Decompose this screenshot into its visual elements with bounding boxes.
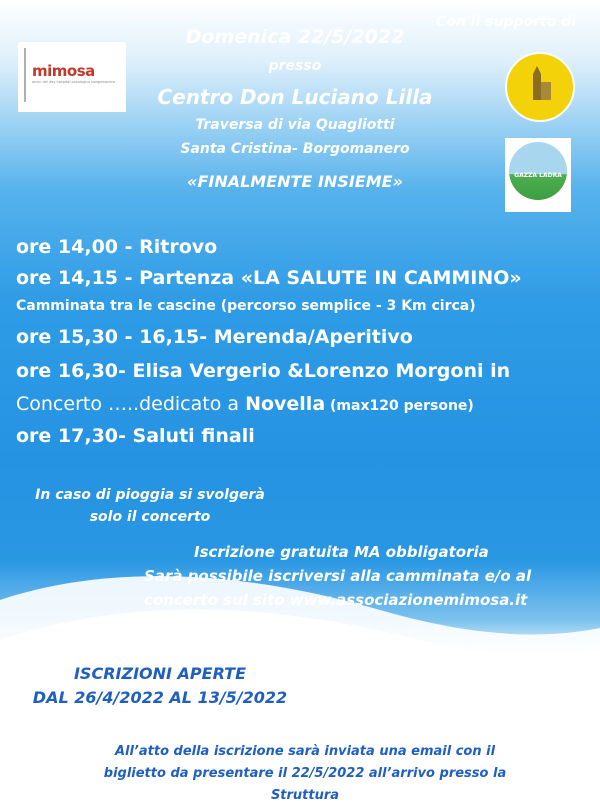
presso-label: presso [268, 58, 322, 74]
registration-open: ISCRIZIONI APERTE DAL 26/4/2022 AL 13/5/2022 [32, 664, 288, 707]
registration-info: Iscrizione gratuita MA obbligatoria Sarà possibile iscriversi alla camminata e/o al concerto sul sito www.associazionemimosa.it [144, 543, 532, 609]
schedule-item: ore 14,15 - Partenza «LA SALUTE IN CAMMINO» [16, 267, 522, 289]
schedule-item: Camminata tra le cascine (percorso semplice - 3 Km circa) [16, 298, 476, 314]
gazza-ladra-emblem [509, 142, 567, 200]
schedule-item: ore 15,30 - 16,15- Merenda/Aperitivo [16, 326, 413, 348]
event-date: Domenica 22/5/2022 [185, 26, 405, 48]
logo-bar [24, 48, 26, 102]
footer-note: All’atto della iscrizione sarà inviata una email con il biglietto da presentare il 22/5/2022 all’arrivo presso la Struttura [103, 744, 507, 803]
schedule-item: ore 14,00 - Ritrovo [16, 236, 218, 258]
venue-town: Santa Cristina- Borgomanero [180, 141, 410, 157]
schedule-item: Concerto …..dedicato a Novella (max120 persone) [16, 393, 474, 415]
schedule-item: ore 17,30- Saluti finali [16, 425, 255, 447]
rain-note: In caso di pioggia si svolgerà solo il concerto [35, 487, 265, 525]
gazza-ladra-logo [505, 138, 571, 212]
mimosa-logo-subtitle: amici del day hospital oncologico borgomanero [32, 80, 115, 84]
schedule-item: ore 16,30- Elisa Vergerio &Lorenzo Morgoni in [16, 360, 511, 382]
venue-name: Centro Don Luciano Lilla [157, 85, 433, 109]
venue-street: Traversa di via Quagliotti [195, 117, 395, 133]
mimosa-logo-text: mimosa [32, 62, 95, 80]
sponsor-yellow-logo [505, 52, 575, 122]
support-label: Con il supporto di [435, 14, 576, 30]
church-icon [507, 54, 573, 120]
event-title: «FINALMENTE INSIEME» [187, 172, 403, 191]
mimosa-logo [18, 42, 126, 112]
gazza-ladra-text: GAZZA LADRA [514, 172, 562, 179]
